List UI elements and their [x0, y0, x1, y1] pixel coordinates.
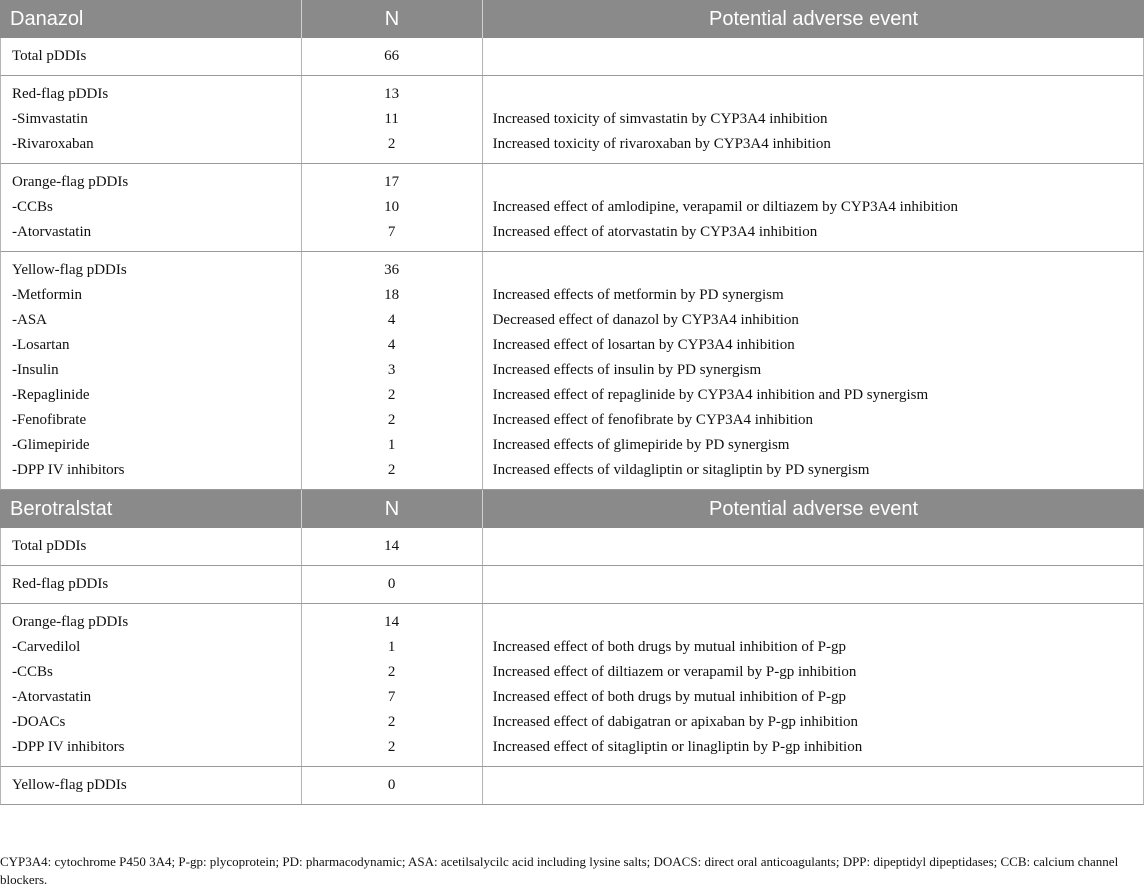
- table-row: [1, 660, 1143, 685]
- table-row: [1, 566, 1143, 603]
- row-count: 7: [302, 685, 483, 710]
- section-header: [0, 0, 1144, 38]
- row-event: [483, 82, 1143, 107]
- row-group: [0, 76, 1144, 164]
- table-row: [1, 735, 1143, 760]
- row-event: Increased toxicity of simvastatin by CYP3A4 inhibition: [492, 111, 828, 127]
- table-row: [1, 308, 1143, 333]
- table-row: [1, 610, 1143, 635]
- table-row: [1, 767, 1143, 804]
- table-row: [1, 710, 1143, 735]
- row-label: Red-flag pDDIs: [1, 566, 302, 603]
- n-column-header: N: [302, 0, 483, 38]
- row-label: -Insulin: [1, 358, 302, 383]
- row-label: Orange-flag pDDIs: [1, 610, 302, 635]
- table-row: [1, 38, 1143, 75]
- row-count: 2: [302, 458, 483, 483]
- row-label: Total pDDIs: [1, 38, 302, 75]
- row-group: [0, 767, 1144, 805]
- table-row: [1, 528, 1143, 565]
- row-count: 36: [302, 258, 483, 283]
- row-label: -Simvastatin: [1, 107, 302, 132]
- row-event: Increased effect of amlodipine, verapamil or diltiazem by CYP3A4 inhibition: [492, 199, 959, 215]
- table-row: [1, 283, 1143, 308]
- section-header: [0, 490, 1144, 528]
- row-event: Increased toxicity of rivaroxaban by CYP3A4 inhibition: [492, 136, 831, 152]
- row-label: -CCBs: [1, 195, 302, 220]
- row-label: Total pDDIs: [1, 528, 302, 565]
- row-label: -Repaglinide: [1, 383, 302, 408]
- table-row: [1, 132, 1143, 157]
- row-event: Increased effect of sitagliptin or linagliptin by P-gp inhibition: [492, 739, 863, 755]
- table-row: [1, 433, 1143, 458]
- row-count: 2: [302, 735, 483, 760]
- row-event: Decreased effect of danazol by CYP3A4 inhibition: [492, 312, 799, 328]
- row-event: Increased effect of atorvastatin by CYP3A4 inhibition: [492, 224, 818, 240]
- row-count: 10: [302, 195, 483, 220]
- row-label: -DPP IV inhibitors: [1, 458, 302, 483]
- row-count: 2: [302, 408, 483, 433]
- row-event: Increased effects of glimepiride by PD synergism: [492, 437, 790, 453]
- table-row: [1, 358, 1143, 383]
- row-label: Yellow-flag pDDIs: [1, 258, 302, 283]
- row-count: 2: [302, 710, 483, 735]
- row-group: [0, 38, 1144, 76]
- row-label: -DPP IV inhibitors: [1, 735, 302, 760]
- table-row: [1, 170, 1143, 195]
- row-event: [483, 38, 1143, 75]
- row-label: Orange-flag pDDIs: [1, 170, 302, 195]
- table-row: [1, 685, 1143, 710]
- row-label: -Carvedilol: [1, 635, 302, 660]
- n-column-header: N: [302, 490, 483, 528]
- row-event: Increased effect of dabigatran or apixaban by P-gp inhibition: [492, 714, 859, 730]
- row-count: 18: [302, 283, 483, 308]
- table-row: [1, 107, 1143, 132]
- row-event: Increased effect of fenofibrate by CYP3A4 inhibition: [492, 412, 814, 428]
- row-event: Increased effect of repaglinide by CYP3A4 inhibition and PD synergism: [492, 387, 929, 403]
- table-row: [1, 220, 1143, 245]
- row-count: 4: [302, 308, 483, 333]
- row-group: [0, 566, 1144, 604]
- row-count: 17: [302, 170, 483, 195]
- row-label: -Glimepiride: [1, 433, 302, 458]
- row-label: -Rivaroxaban: [1, 132, 302, 157]
- row-count: 3: [302, 358, 483, 383]
- row-count: 0: [302, 767, 483, 804]
- row-count: 13: [302, 82, 483, 107]
- row-label: Red-flag pDDIs: [1, 82, 302, 107]
- row-count: 14: [302, 610, 483, 635]
- table-row: [1, 408, 1143, 433]
- table-row: [1, 383, 1143, 408]
- table-row: [1, 258, 1143, 283]
- row-event: [483, 566, 1143, 603]
- drug-name-header: Danazol: [0, 0, 302, 38]
- drug-name-header: Berotralstat: [0, 490, 302, 528]
- row-group: [0, 604, 1144, 767]
- row-event: [483, 767, 1143, 804]
- row-event: [483, 170, 1143, 195]
- row-label: -Atorvastatin: [1, 685, 302, 710]
- row-event: Increased effect of losartan by CYP3A4 inhibition: [492, 337, 795, 353]
- row-label: -ASA: [1, 308, 302, 333]
- row-count: 1: [302, 433, 483, 458]
- table-row: [1, 82, 1143, 107]
- row-count: 0: [302, 566, 483, 603]
- row-event: Increased effect of both drugs by mutual inhibition of P-gp: [492, 639, 846, 655]
- row-event: [483, 528, 1143, 565]
- row-label: -DOACs: [1, 710, 302, 735]
- row-label: -CCBs: [1, 660, 302, 685]
- table-row: [1, 195, 1143, 220]
- row-event: Increased effect of both drugs by mutual inhibition of P-gp: [492, 689, 846, 705]
- row-event: Increased effects of vildagliptin or sitagliptin by PD synergism: [492, 462, 870, 478]
- row-event: Increased effects of metformin by PD synergism: [492, 287, 784, 303]
- row-event: Increased effects of insulin by PD synergism: [492, 362, 762, 378]
- row-label: -Metformin: [1, 283, 302, 308]
- row-label: -Losartan: [1, 333, 302, 358]
- row-count: 11: [302, 107, 483, 132]
- row-count: 1: [302, 635, 483, 660]
- table-row: [1, 635, 1143, 660]
- event-column-header: Potential adverse event: [708, 498, 919, 520]
- row-count: 7: [302, 220, 483, 245]
- row-event: Increased effect of diltiazem or verapamil by P-gp inhibition: [492, 664, 857, 680]
- row-count: 66: [302, 38, 483, 75]
- row-count: 2: [302, 660, 483, 685]
- table-row: [1, 458, 1143, 483]
- row-count: 4: [302, 333, 483, 358]
- row-event: [483, 610, 1143, 635]
- table-row: [1, 333, 1143, 358]
- row-group: [0, 528, 1144, 566]
- row-count: 2: [302, 383, 483, 408]
- row-event: [483, 258, 1143, 283]
- table-footnote: CYP3A4: cytochrome P450 3A4; P-gp: plycoprotein; PD: pharmacodynamic; ASA: acetilsalycilc acid including lysine salts; DOACS: direct oral anticoagulants; DPP: dipeptidyl dipeptidases; CCB: calcium channel blockers.: [0, 854, 1119, 887]
- row-label: -Fenofibrate: [1, 408, 302, 433]
- event-column-header: Potential adverse event: [708, 8, 919, 30]
- row-label: -Atorvastatin: [1, 220, 302, 245]
- row-label: Yellow-flag pDDIs: [1, 767, 302, 804]
- row-group: [0, 252, 1144, 490]
- row-count: 2: [302, 132, 483, 157]
- row-group: [0, 164, 1144, 252]
- row-count: 14: [302, 528, 483, 565]
